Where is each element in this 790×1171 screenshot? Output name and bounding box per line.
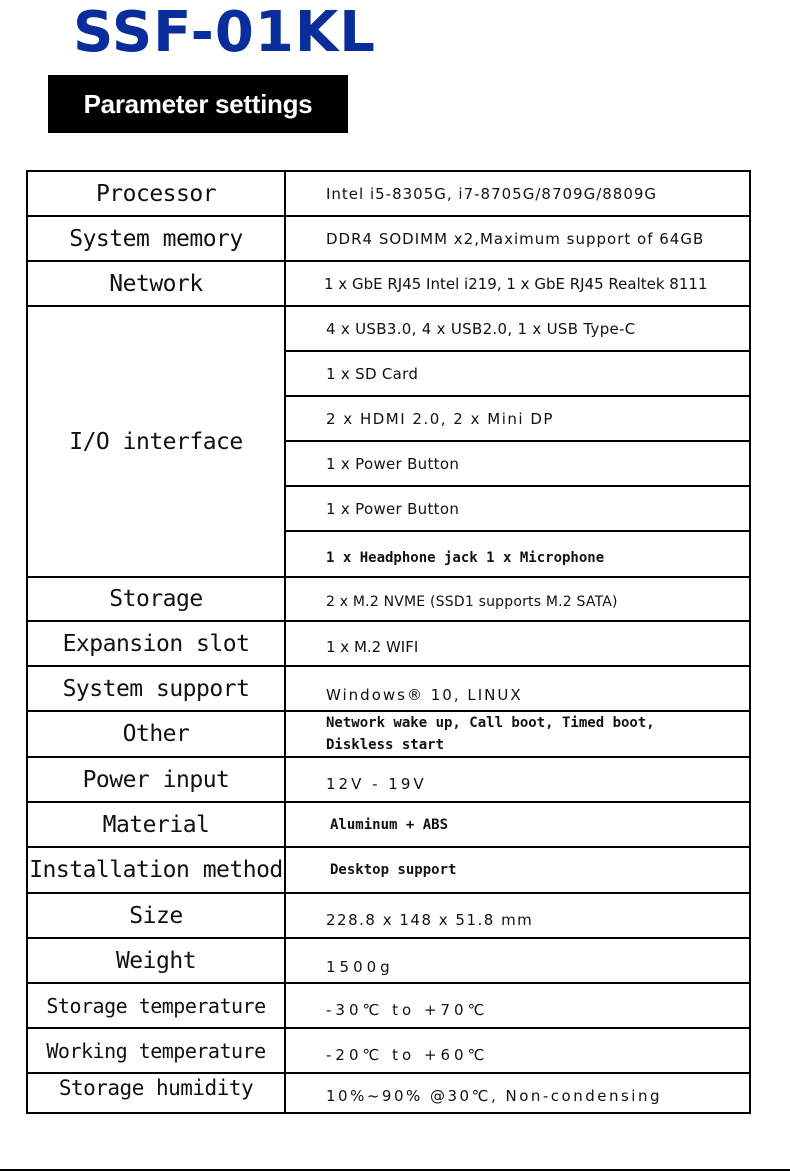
spec-value: 1 x Headphone jack 1 x Microphone <box>285 531 750 577</box>
spec-value: -30℃ to +70℃ <box>285 983 750 1028</box>
spec-label: Storage humidity <box>27 1073 285 1113</box>
spec-row-other <box>27 711 750 757</box>
spec-value: 1 x GbE RJ45 Intel i219, 1 x GbE RJ45 Realtek 8111 <box>285 261 750 306</box>
spec-row-material <box>27 802 750 847</box>
spec-label: Installation method <box>27 847 285 893</box>
spec-row-size <box>27 893 750 938</box>
spec-row-memory <box>27 216 750 261</box>
spec-value: -20℃ to +60℃ <box>285 1028 750 1073</box>
spec-label: Power input <box>27 757 285 802</box>
spec-label: I/O interface <box>27 306 285 577</box>
spec-row-expansion <box>27 621 750 666</box>
spec-value: 1 x Power Button <box>285 441 750 486</box>
spec-value: 1 x Power Button <box>285 486 750 531</box>
spec-row-working-temp <box>27 1028 750 1073</box>
spec-label: Network <box>27 261 285 306</box>
spec-label: Processor <box>27 171 285 216</box>
spec-value: 2 x M.2 NVME (SSD1 supports M.2 SATA) <box>285 577 750 621</box>
spec-label: Other <box>27 711 285 757</box>
spec-value: Intel i5-8305G, i7-8705G/8709G/8809G <box>285 171 750 216</box>
spec-label: Storage <box>27 577 285 621</box>
spec-value: 10%~90% @30℃, Non-condensing <box>285 1073 750 1113</box>
spec-value: Aluminum + ABS <box>285 802 750 847</box>
spec-label: System support <box>27 666 285 711</box>
spec-value: 12V - 19V <box>285 757 750 802</box>
spec-label: Storage temperature <box>27 983 285 1028</box>
spec-value: DDR4 SODIMM x2,Maximum support of 64GB <box>285 216 750 261</box>
spec-value: 2 x HDMI 2.0, 2 x Mini DP <box>285 396 750 441</box>
spec-row-power-input <box>27 757 750 802</box>
spec-row-system-support <box>27 666 750 711</box>
spec-value: 1 x SD Card <box>285 351 750 396</box>
spec-value: Network wake up, Call boot, Timed boot, Diskless start <box>285 711 750 757</box>
spec-row-io <box>27 306 750 351</box>
spec-label: Weight <box>27 938 285 983</box>
spec-label: System memory <box>27 216 285 261</box>
spec-label: Working temperature <box>27 1028 285 1073</box>
spec-row-storage <box>27 577 750 621</box>
spec-row-storage-temp <box>27 983 750 1028</box>
spec-value: Windows® 10, LINUX <box>285 666 750 711</box>
spec-label: Expansion slot <box>27 621 285 666</box>
spec-row-network <box>27 261 750 306</box>
spec-value: 1 x M.2 WIFI <box>285 621 750 666</box>
spec-row-weight <box>27 938 750 983</box>
section-title: Parameter settings <box>83 88 313 119</box>
spec-value: 4 x USB3.0, 4 x USB2.0, 1 x USB Type-C <box>285 306 750 351</box>
spec-value: 228.8 x 148 x 51.8 mm <box>285 893 750 938</box>
spec-row-humidity <box>27 1073 750 1113</box>
section-banner <box>48 75 348 133</box>
model-title: SSF-01KL <box>73 0 376 65</box>
spec-value: 1500g <box>285 938 750 983</box>
spec-label: Material <box>27 802 285 847</box>
spec-value: Desktop support <box>285 847 750 893</box>
spec-row-installation <box>27 847 750 893</box>
spec-row-processor <box>27 171 750 216</box>
spec-table <box>26 170 751 1114</box>
spec-label: Size <box>27 893 285 938</box>
